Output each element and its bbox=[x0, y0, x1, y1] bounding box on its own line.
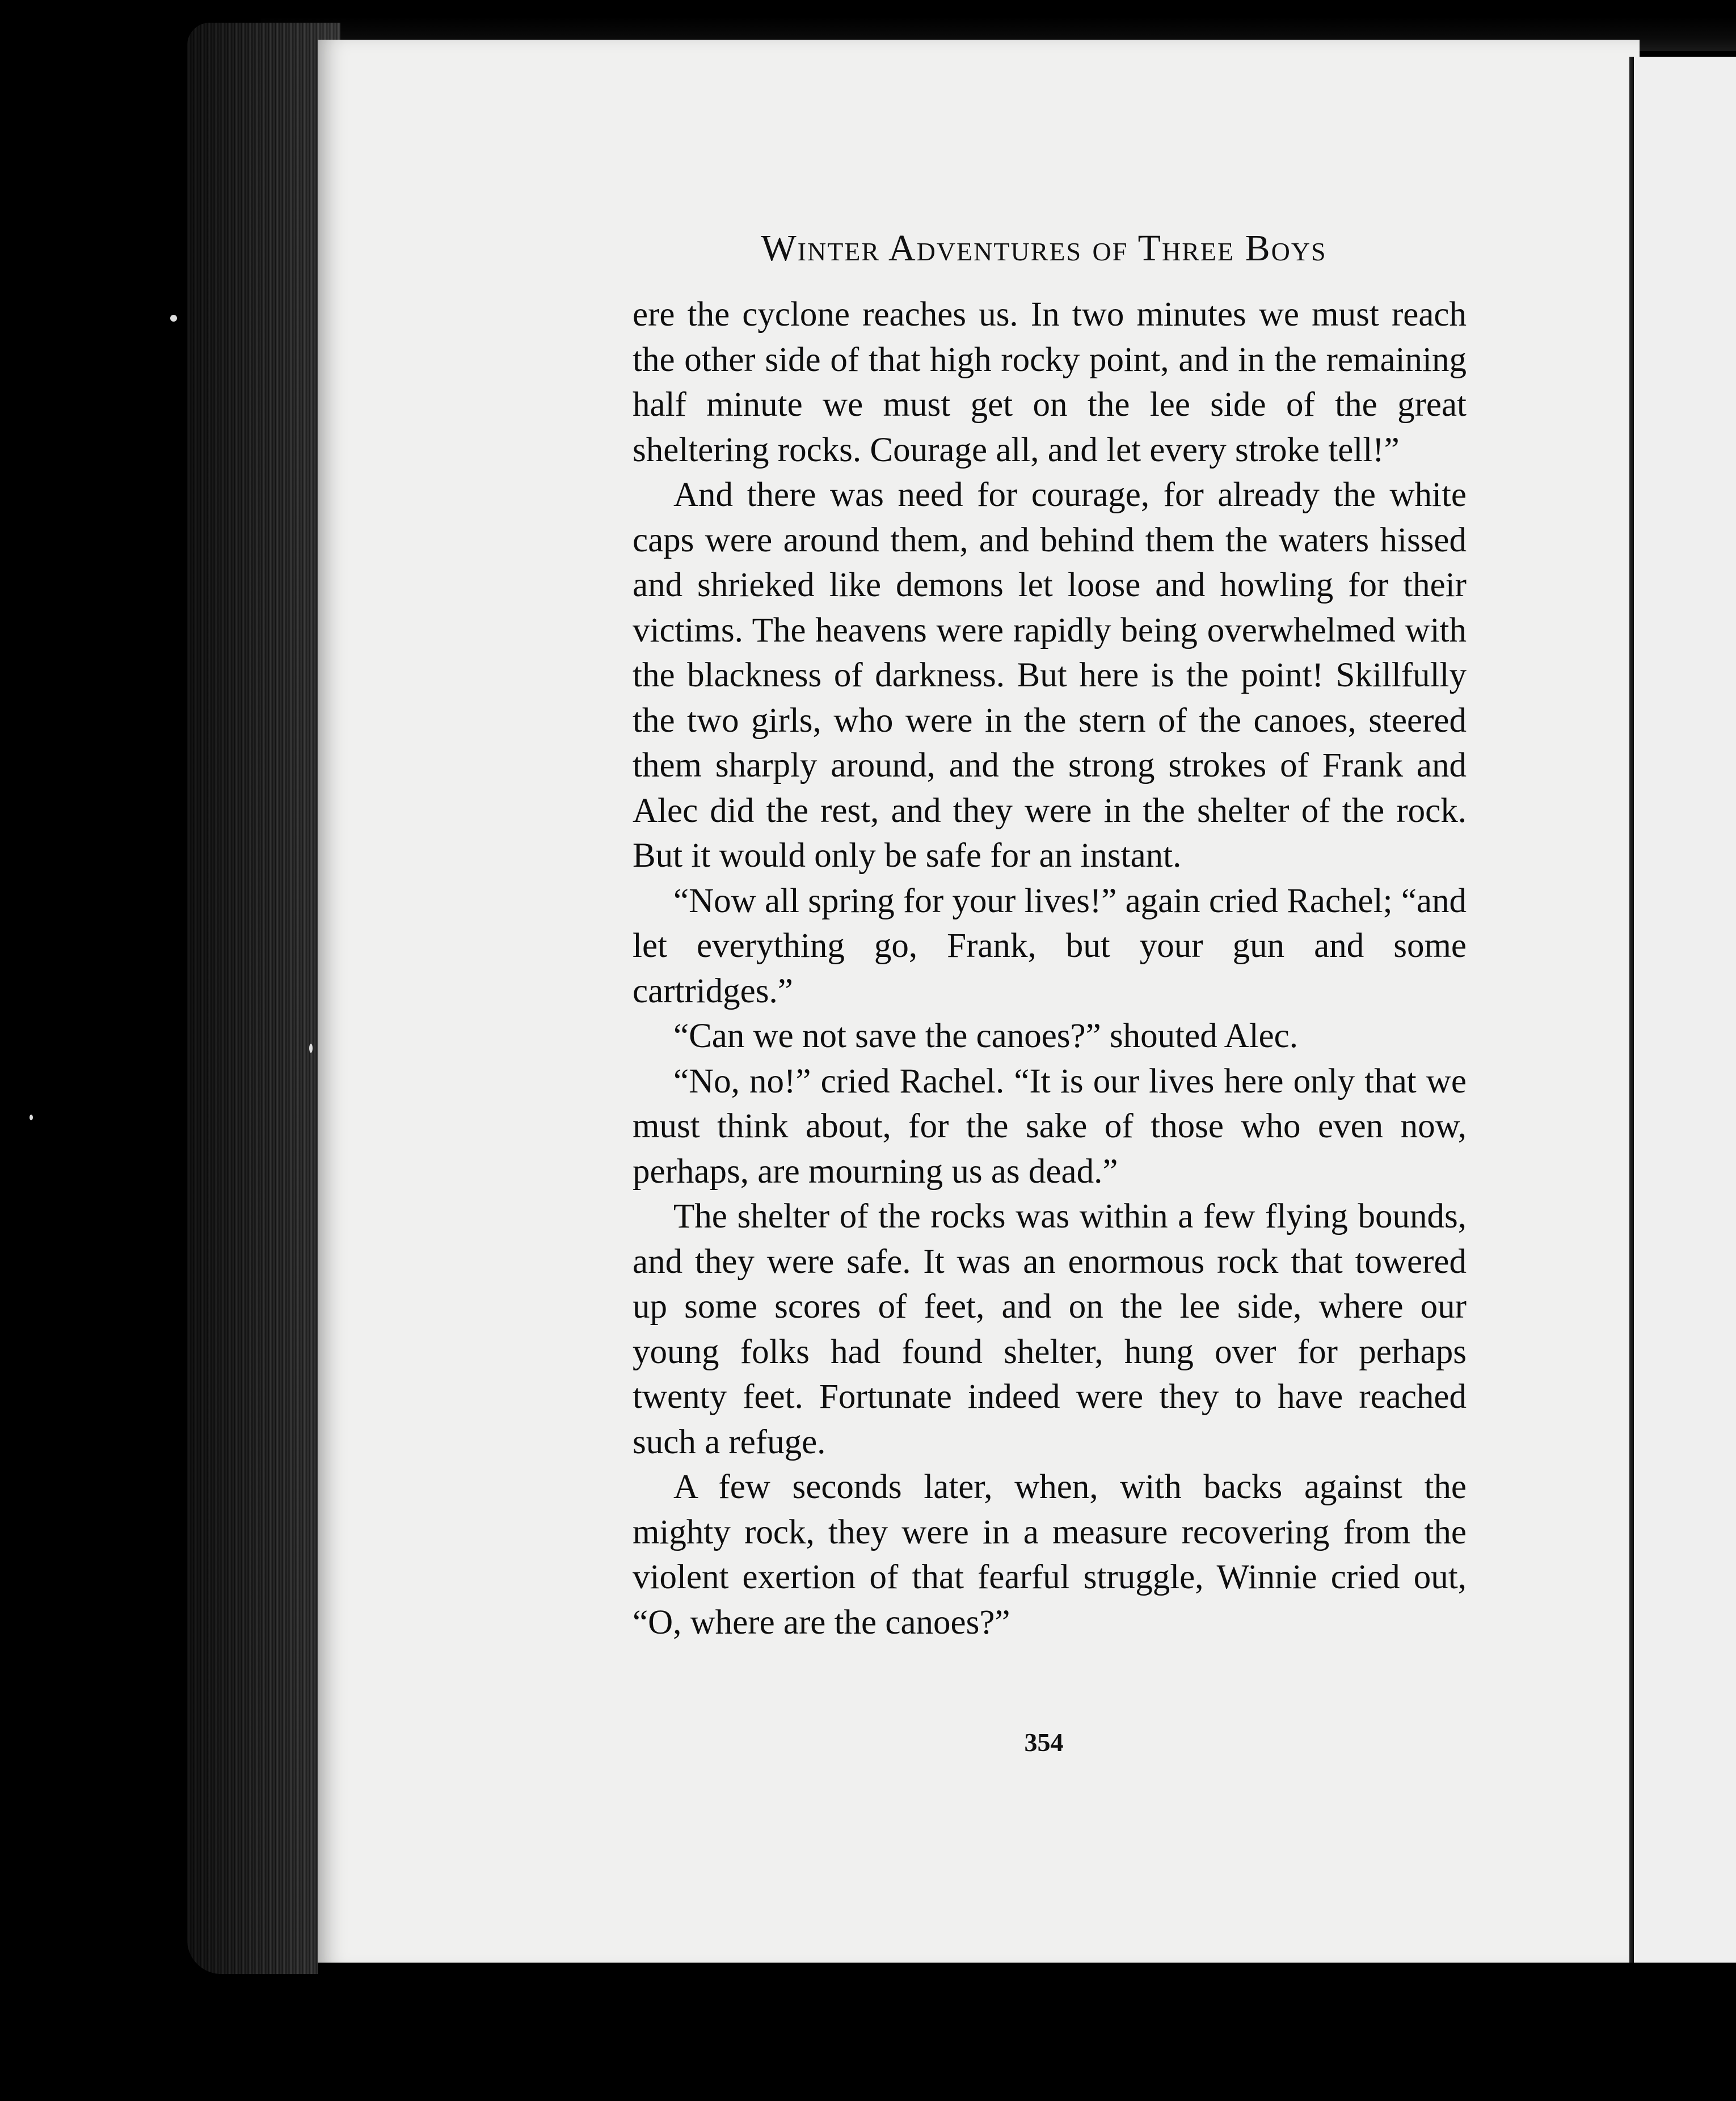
dust-speck bbox=[30, 1115, 33, 1120]
facing-page-edge bbox=[1634, 57, 1736, 1974]
paragraph: ere the cyclone reaches us. In two minutes we must reach the other side of that high rocky point, and in the remaining half minute we must get on the lee side of the great sheltering rocks. Courage all, and let every stroke tell!” bbox=[633, 296, 1467, 469]
paragraph: “Now all spring for your lives!” again cried Rachel; “and let everything go, Frank, but your gun and some cartridges.” bbox=[633, 881, 1467, 1010]
bottom-shadow bbox=[318, 1963, 1736, 2101]
paragraph: A few seconds later, when, with backs against the mighty rock, they were in a measure recovering from the violent exertion of that fearful struggle, Winnie cried out, “O, where are the canoes?” bbox=[633, 1468, 1467, 1642]
body-text bbox=[633, 292, 1467, 1645]
dust-speck bbox=[170, 315, 177, 322]
dust-speck bbox=[309, 1044, 313, 1053]
paragraph: “No, no!” cried Rachel. “It is our lives here only that we must think about, for the sake of those who even now, perhaps, are mourning us as dead.” bbox=[633, 1062, 1467, 1191]
running-head: Winter Adventures of Three Boys bbox=[761, 227, 1327, 269]
paragraph: “Can we not save the canoes?” shouted Alec. bbox=[673, 1017, 1298, 1055]
paragraph: The shelter of the rocks was within a few flying bounds, and they were safe. It was an enormous rock that towered up some scores of feet, and on the lee side, where our young folks had found shelter, hung over for perhaps twenty feet. Fortunate indeed were they to have reached such a refuge. bbox=[633, 1197, 1467, 1461]
page-number: 354 bbox=[1024, 1728, 1064, 1757]
paragraph: And there was need for courage, for already the white caps were around them, and behind them the waters hissed and shrieked like demons let loose and howling for their victims. The heavens were rapidly being overwhelmed with the blackness of darkness. But here is the point! Skillfully the two girls, who were in the stern of the canoes, steered them sharply around, and the strong strokes of Frank and Alec did the rest, and they were in the shelter of the rock. But it would only be safe for an instant. bbox=[633, 476, 1467, 875]
